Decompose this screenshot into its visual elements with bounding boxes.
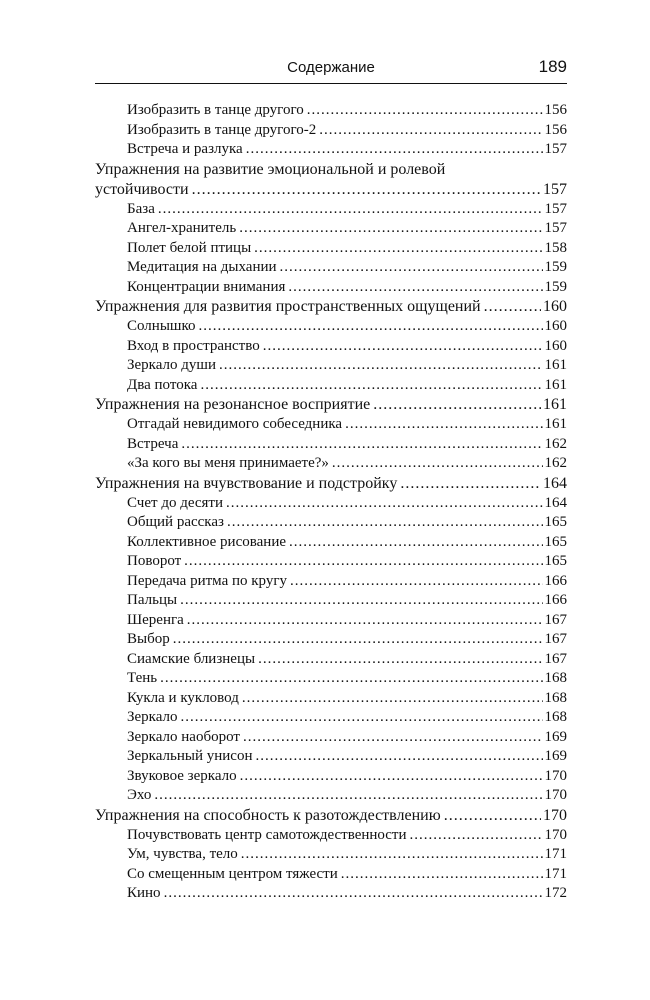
toc-subentry	[95, 513, 567, 533]
toc-entry-page: 159	[544, 259, 567, 275]
toc-subentry	[95, 376, 567, 396]
toc-entry-title: Почувствовать центр самотождественности	[127, 826, 407, 843]
toc-subentry	[95, 689, 567, 709]
toc-entry-page: 172	[544, 885, 567, 901]
dot-leader	[173, 630, 543, 650]
toc-entry-title: Концентрации внимания	[127, 278, 286, 295]
dot-leader	[158, 200, 543, 220]
toc-entry-title: «За кого вы меня принимаете?»	[127, 455, 329, 471]
toc-entry-title: Сиамские близнецы	[127, 650, 256, 667]
toc-entry-page: 157	[544, 220, 567, 236]
toc-subentry	[95, 728, 567, 748]
toc-entry-title: Счет до десяти	[127, 494, 223, 511]
toc-subentry	[95, 865, 567, 885]
toc-entry-page: 164	[543, 474, 567, 492]
dot-leader	[341, 865, 543, 885]
toc-entry-page: 162	[544, 435, 567, 452]
toc-entry-page: 156	[544, 102, 567, 118]
toc-entry-page: 168	[544, 670, 567, 686]
toc-entry-page: 169	[544, 728, 567, 745]
dot-leader	[180, 591, 542, 611]
page-number: 189	[538, 57, 567, 76]
toc-entry-title: Передача ритма по кругу	[127, 572, 287, 589]
dot-leader	[240, 767, 543, 787]
toc-entry-page: 169	[544, 748, 567, 764]
dot-leader	[226, 494, 543, 514]
toc-entry-page: 170	[543, 806, 567, 824]
toc-entry-page: 158	[544, 239, 567, 256]
dot-leader	[345, 415, 542, 435]
dot-leader	[373, 395, 541, 415]
toc-subentry	[95, 767, 567, 787]
toc-section	[95, 806, 567, 826]
toc-entry-title: Тень	[127, 670, 158, 686]
toc-entry-title: Поворот	[127, 553, 182, 569]
toc-section	[95, 160, 567, 180]
dot-leader	[400, 474, 541, 494]
toc-entry-page: 168	[544, 689, 567, 706]
toc-subentry	[95, 415, 567, 435]
toc-entry-title: Пальцы	[127, 592, 178, 608]
dot-leader	[219, 356, 543, 376]
toc-subentry	[95, 591, 567, 611]
dot-leader	[227, 513, 543, 533]
toc-entry-page: 167	[544, 631, 567, 647]
toc-entry-page: 157	[543, 180, 567, 198]
toc-entry-page: 160	[544, 337, 567, 354]
toc-entry-page: 166	[544, 592, 567, 608]
toc-section	[95, 395, 567, 415]
dot-leader	[154, 786, 542, 806]
toc-entry-title: Со смещенным центром тяжести	[127, 865, 338, 882]
dot-leader	[280, 258, 543, 278]
toc-entry-page: 157	[544, 141, 567, 157]
toc-subentry	[95, 200, 567, 220]
toc-entry-title: Упражнения для развития пространственных ощущений	[95, 298, 481, 315]
toc-subentry	[95, 747, 567, 767]
toc-entry-page: 159	[544, 278, 567, 295]
toc-entry-title: Общий рассказ	[127, 514, 224, 530]
toc-entry-title: Встреча и разлука	[127, 141, 243, 157]
toc-entry-title: Шеренга	[127, 611, 184, 628]
toc-entry-title: Зеркало	[127, 709, 178, 725]
toc-entry-page: 161	[544, 357, 567, 373]
page-header	[95, 57, 567, 84]
dot-leader	[319, 121, 542, 141]
dot-leader	[239, 219, 542, 239]
toc-entry-page: 166	[544, 572, 567, 589]
dot-leader	[181, 708, 543, 728]
toc-entry-page: 157	[544, 200, 567, 217]
toc-subentry	[95, 121, 567, 141]
toc-section	[95, 474, 567, 494]
toc-subentry	[95, 611, 567, 631]
toc-entry-page: 165	[544, 533, 567, 550]
toc-subentry	[95, 845, 567, 865]
toc-entry-title: Зеркало души	[127, 357, 216, 373]
dot-leader	[289, 533, 542, 553]
dot-leader	[290, 572, 543, 592]
dot-leader	[164, 884, 543, 904]
dot-leader	[410, 826, 543, 846]
toc-entry-page: 160	[543, 298, 567, 315]
running-title: Содержание	[287, 59, 375, 76]
toc-entry-title: Отгадай невидимого собеседника	[127, 416, 343, 432]
toc-entry-title: Два потока	[127, 376, 198, 393]
toc-subentry	[95, 435, 567, 455]
toc-subentry	[95, 219, 567, 239]
toc-section	[95, 180, 567, 200]
toc-subentry	[95, 454, 567, 474]
toc-subentry	[95, 650, 567, 670]
toc-entry-page: 168	[544, 709, 567, 725]
toc-entry-title: Ангел-хранитель	[127, 220, 237, 236]
toc-entry-page: 161	[544, 376, 567, 393]
dot-leader	[332, 454, 543, 474]
dot-leader	[254, 239, 542, 259]
dot-leader	[263, 337, 543, 357]
toc-entry-title: Кино	[127, 885, 161, 901]
toc-entry-page: 165	[544, 553, 567, 569]
toc-entry-title: База	[127, 200, 155, 217]
toc-entry-page: 156	[544, 121, 567, 138]
toc-entry-title: Упражнения на резонансное восприятие	[95, 396, 371, 413]
toc-entry-title: Звуковое зеркало	[127, 767, 237, 784]
toc-entry-page: 161	[544, 416, 567, 432]
toc-entry-title: Эхо	[127, 787, 152, 803]
toc-subentry	[95, 337, 567, 357]
dot-leader	[258, 650, 542, 670]
toc-entry-page: 160	[544, 318, 567, 334]
toc-entry-page: 170	[544, 787, 567, 803]
toc-entry-page: 164	[544, 494, 567, 511]
toc-entry-page: 171	[544, 846, 567, 862]
toc-subentry	[95, 884, 567, 904]
toc-subentry	[95, 258, 567, 278]
dot-leader	[200, 376, 542, 396]
toc-entry-title: Кукла и кукловод	[127, 689, 239, 706]
dot-leader	[307, 101, 543, 121]
toc-subentry	[95, 572, 567, 592]
toc-entry-title: Выбор	[127, 631, 170, 647]
toc-entry-title: Изобразить в танце другого	[127, 102, 304, 118]
toc-subentry	[95, 533, 567, 553]
toc-entry-title: Упражнения на способность к разотождествлению	[95, 806, 441, 824]
toc-entry-title: Ум, чувства, тело	[127, 846, 238, 862]
toc-entry-page: 171	[544, 865, 567, 882]
toc-entry-page: 165	[544, 514, 567, 530]
toc-subentry	[95, 552, 567, 572]
toc-entry-page: 170	[544, 767, 567, 784]
dot-leader	[181, 435, 542, 455]
toc-section	[95, 297, 567, 317]
toc-subentry	[95, 101, 567, 121]
toc-entry-page: 162	[544, 455, 567, 471]
dot-leader	[242, 689, 543, 709]
toc-entry-page: 167	[544, 611, 567, 628]
toc-entry-title: Вход в пространство	[127, 337, 260, 354]
dot-leader	[444, 806, 541, 826]
dot-leader	[198, 317, 542, 337]
toc-entry-page: 170	[544, 826, 567, 843]
toc-subentry	[95, 786, 567, 806]
toc-subentry	[95, 239, 567, 259]
toc-subentry	[95, 494, 567, 514]
toc-entry-page: 167	[544, 650, 567, 667]
dot-leader	[255, 747, 542, 767]
dot-leader	[160, 669, 542, 689]
toc-subentry	[95, 140, 567, 160]
dot-leader	[241, 845, 543, 865]
toc-entry-title: Изобразить в танце другого-2	[127, 121, 317, 138]
table-of-contents	[95, 101, 567, 904]
toc-subentry	[95, 356, 567, 376]
dot-leader	[187, 611, 543, 631]
dot-leader	[288, 278, 542, 298]
toc-entry-title: Зеркало наоборот	[127, 728, 240, 745]
toc-entry-title: устойчивости	[95, 180, 189, 198]
dot-leader	[243, 728, 543, 748]
toc-entry-title: Медитация на дыхании	[127, 259, 277, 275]
toc-subentry	[95, 278, 567, 298]
dot-leader	[246, 140, 543, 160]
toc-entry-page: 161	[543, 396, 567, 413]
toc-subentry	[95, 826, 567, 846]
toc-subentry	[95, 317, 567, 337]
dot-leader	[192, 180, 541, 200]
dot-leader	[484, 297, 541, 317]
toc-subentry	[95, 669, 567, 689]
toc-entry-title: Зеркальный унисон	[127, 748, 253, 764]
toc-subentry	[95, 630, 567, 650]
toc-entry-title: Полет белой птицы	[127, 239, 252, 256]
toc-entry-title: Упражнения на вчувствование и подстройку	[95, 474, 398, 492]
toc-entry-title: Солнышко	[127, 318, 196, 334]
toc-entry-title: Встреча	[127, 435, 179, 452]
dot-leader	[184, 552, 542, 572]
toc-subentry	[95, 708, 567, 728]
toc-entry-title: Упражнения на развитие эмоциональной и ролевой	[95, 160, 446, 178]
toc-entry-title: Коллективное рисование	[127, 533, 287, 550]
